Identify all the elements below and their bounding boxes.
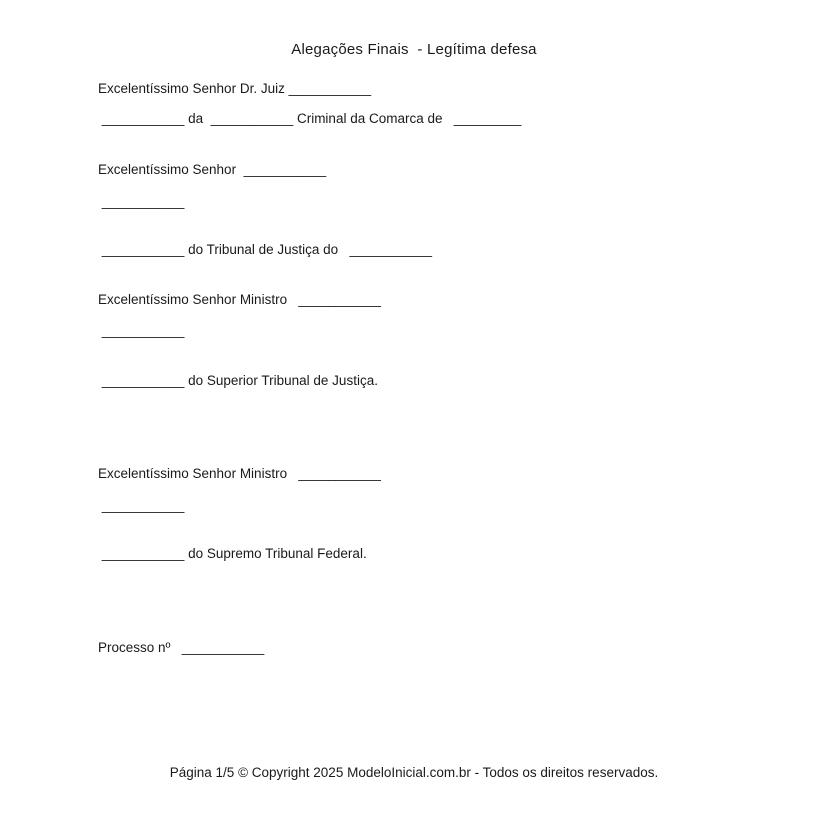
processo-number-line: Processo nº ___________ [98, 640, 265, 655]
document-title: Alegações Finais - Legítima defesa [291, 41, 537, 58]
supremo-tribunal-federal-line: ___________ do Supremo Tribunal Federal. [98, 546, 367, 561]
vara-comarca-line: ___________ da ___________ Criminal da Comarca de _________ [98, 111, 522, 126]
blank-fill-line-3: ___________ [98, 498, 185, 513]
addressee-ministro-stj-line: Excelentíssimo Senhor Ministro ___________ [98, 292, 381, 307]
addressee-juiz-line: Excelentíssimo Senhor Dr. Juiz ___________ [98, 81, 372, 96]
page-footer-copyright: Página 1/5 © Copyright 2025 ModeloInicial.com.br - Todos os direitos reservados. [169, 765, 659, 780]
addressee-ministro-stf-line: Excelentíssimo Senhor Ministro ___________ [98, 466, 381, 481]
blank-fill-line-1: ___________ [98, 194, 185, 209]
tribunal-justica-line: ___________ do Tribunal de Justiça do ___________ [98, 242, 433, 257]
superior-tribunal-justica-line: ___________ do Superior Tribunal de Justiça. [98, 373, 378, 388]
blank-fill-line-2: ___________ [98, 323, 185, 338]
addressee-senhor-line: Excelentíssimo Senhor ___________ [98, 162, 327, 177]
